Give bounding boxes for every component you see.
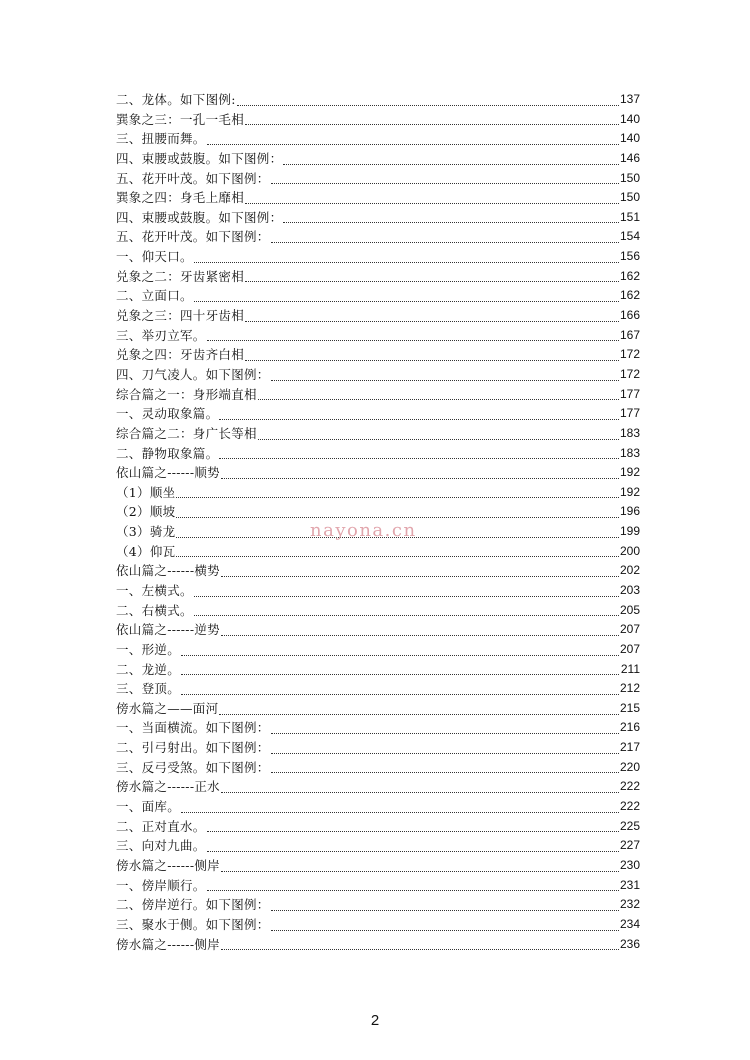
- toc-entry-page: 227: [619, 838, 640, 853]
- toc-entry[interactable]: [116, 149, 640, 169]
- toc-leader-dots: [258, 387, 619, 400]
- toc-leader-dots: [271, 171, 619, 184]
- toc-leader-dots: [181, 662, 619, 675]
- toc-entry-title: （2）顺坡: [116, 504, 176, 520]
- toc-entry-title: 三、扭腰而舞。: [116, 131, 206, 147]
- toc-entry-title: 巽象之四：身毛上靡相: [116, 190, 245, 206]
- toc-entry-title: 综合篇之二：身广长等相: [116, 425, 257, 441]
- toc-leader-dots: [194, 289, 619, 302]
- toc-leader-dots: [181, 643, 619, 656]
- toc-entry[interactable]: [116, 227, 640, 247]
- toc-entry-page: 151: [619, 209, 640, 224]
- toc-entry[interactable]: [116, 601, 640, 621]
- toc-entry[interactable]: [116, 758, 640, 778]
- toc-entry-page: 211: [620, 661, 640, 676]
- toc-entry-page: 162: [619, 268, 640, 283]
- toc-entry-page: 215: [619, 700, 640, 715]
- toc-entry-page: 236: [619, 936, 640, 951]
- toc-entry-title: 傍水篇之------侧岸: [116, 857, 220, 873]
- toc-leader-dots: [207, 132, 619, 145]
- toc-entry[interactable]: [116, 404, 640, 424]
- toc-entry-page: 216: [619, 720, 640, 735]
- toc-entry-title: 依山篇之------顺势: [116, 465, 220, 481]
- toc-entry-page: 217: [619, 740, 640, 755]
- toc-entry-page: 232: [619, 897, 640, 912]
- toc-entry-title: 综合篇之一：身形端直相: [116, 386, 257, 402]
- toc-leader-dots: [271, 721, 619, 734]
- toc-entry-page: 192: [619, 484, 640, 499]
- toc-leader-dots: [207, 878, 619, 891]
- toc-entry[interactable]: [116, 836, 640, 856]
- toc-leader-dots: [258, 427, 619, 440]
- toc-entry[interactable]: [116, 679, 640, 699]
- toc-entry-page: 199: [619, 524, 640, 539]
- toc-entry-page: 205: [619, 602, 640, 617]
- toc-entry-page: 150: [619, 190, 640, 205]
- watermark: nayona.cn: [310, 520, 417, 541]
- toc-entry-title: （1）顺坐: [116, 484, 176, 500]
- toc-entry[interactable]: [116, 699, 640, 719]
- toc-entry-title: 一、傍岸顺行。: [116, 877, 206, 893]
- toc-leader-dots: [221, 564, 619, 577]
- toc-entry[interactable]: [116, 306, 640, 326]
- toc-entry[interactable]: [116, 542, 640, 562]
- toc-entry-title: 傍水篇之------侧岸: [116, 936, 220, 952]
- toc-entry[interactable]: [116, 581, 640, 601]
- toc-entry[interactable]: [116, 345, 640, 365]
- toc-entry[interactable]: [116, 129, 640, 149]
- toc-leader-dots: [221, 937, 619, 950]
- toc-entry-title: 傍水篇之------正水: [116, 779, 220, 795]
- toc-entry[interactable]: [116, 797, 640, 817]
- toc-leader-dots: [181, 682, 619, 695]
- toc-entry-page: 196: [619, 504, 640, 519]
- toc-entry-title: （3）骑龙: [116, 524, 176, 540]
- toc-entry[interactable]: [116, 856, 640, 876]
- toc-entry[interactable]: [116, 208, 640, 228]
- toc-leader-dots: [271, 741, 619, 754]
- toc-entry[interactable]: [116, 90, 640, 110]
- toc-entry-page: 230: [619, 857, 640, 872]
- toc-entry[interactable]: [116, 267, 640, 287]
- toc-entry-page: 177: [619, 406, 640, 421]
- page-number: 2: [370, 1012, 380, 1029]
- toc-entry-title: 四、刀气凌人。如下图例：: [116, 366, 270, 382]
- toc-entry[interactable]: [116, 169, 640, 189]
- toc-leader-dots: [237, 93, 619, 106]
- toc-entry-title: 五、花开叶茂。如下图例：: [116, 229, 270, 245]
- toc-leader-dots: [271, 230, 619, 243]
- toc-entry[interactable]: [116, 935, 640, 955]
- toc-entry-page: 222: [619, 799, 640, 814]
- toc-entry-title: 依山篇之------横势: [116, 563, 220, 579]
- toc-entry-page: 137: [619, 91, 640, 106]
- toc-entry-title: 依山篇之------逆势: [116, 622, 220, 638]
- toc-leader-dots: [221, 623, 619, 636]
- toc-entry-page: 140: [619, 111, 640, 126]
- toc-leader-dots: [207, 839, 619, 852]
- toc-leader-dots: [283, 152, 619, 165]
- toc-entry[interactable]: [116, 561, 640, 581]
- toc-leader-dots: [176, 485, 619, 498]
- toc-entry-page: 231: [619, 877, 640, 892]
- toc-entry-page: 220: [619, 759, 640, 774]
- toc-entry[interactable]: [116, 895, 640, 915]
- toc-entry-title: 二、引弓射出。如下图例：: [116, 740, 270, 756]
- toc-entry-title: 一、当面横流。如下图例：: [116, 720, 270, 736]
- toc-leader-dots: [283, 210, 619, 223]
- toc-entry[interactable]: [116, 738, 640, 758]
- toc-entry-title: 二、傍岸逆行。如下图例：: [116, 897, 270, 913]
- toc-entry-title: 三、登顶。: [116, 681, 181, 697]
- toc-entry[interactable]: [116, 247, 640, 267]
- toc-entry-page: 167: [619, 327, 640, 342]
- toc-leader-dots: [194, 584, 619, 597]
- toc-entry-title: 二、正对直水。: [116, 818, 206, 834]
- toc-entry[interactable]: [116, 110, 640, 130]
- toc-entry-title: 三、举刃立军。: [116, 327, 206, 343]
- toc-entry-page: 234: [619, 916, 640, 931]
- toc-leader-dots: [245, 348, 619, 361]
- toc-entry[interactable]: [116, 620, 640, 640]
- toc-leader-dots: [207, 819, 619, 832]
- toc-entry[interactable]: [116, 365, 640, 385]
- toc-entry-title: 三、聚水于侧。如下图例：: [116, 916, 270, 932]
- toc-entry-page: 154: [619, 229, 640, 244]
- toc-entry[interactable]: [116, 188, 640, 208]
- toc-entry-title: （4）仰瓦: [116, 543, 176, 559]
- toc-leader-dots: [271, 760, 619, 773]
- toc-entry[interactable]: [116, 385, 640, 405]
- toc-entry-page: 146: [619, 150, 640, 165]
- toc-entry-page: 225: [619, 818, 640, 833]
- toc-entry-page: 183: [619, 445, 640, 460]
- toc-entry[interactable]: [116, 660, 640, 680]
- toc-entry-title: 一、灵动取象篇。: [116, 406, 219, 422]
- toc-entry-page: 212: [619, 681, 640, 696]
- toc-entry-title: 兑象之四：牙齿齐白相: [116, 347, 245, 363]
- toc-leader-dots: [245, 309, 619, 322]
- toc-entry-title: 四、束腰或鼓腹。如下图例：: [116, 150, 283, 166]
- toc-entry-page: 222: [619, 779, 640, 794]
- toc-entry-title: 一、面库。: [116, 799, 181, 815]
- toc-entry-page: 172: [619, 347, 640, 362]
- toc-entry-title: 一、左横式。: [116, 583, 193, 598]
- toc-entry-title: 二、龙体。如下图例:: [116, 91, 236, 107]
- toc-entry[interactable]: [116, 444, 640, 464]
- toc-entry-page: 202: [619, 563, 640, 578]
- toc-leader-dots: [245, 269, 619, 282]
- toc-entry-title: 二、龙逆。: [116, 661, 181, 677]
- toc-leader-dots: [176, 544, 619, 557]
- toc-leader-dots: [221, 859, 619, 872]
- toc-entry[interactable]: [116, 777, 640, 797]
- toc-leader-dots: [207, 328, 619, 341]
- toc-leader-dots: [219, 407, 619, 420]
- toc-leader-dots: [221, 780, 619, 793]
- toc-entry-title: 二、静物取象篇。: [116, 445, 219, 461]
- toc-entry-page: 183: [619, 425, 640, 440]
- toc-entry[interactable]: [116, 915, 640, 935]
- toc-entry-title: 巽象之三：一孔一毛相: [116, 111, 245, 127]
- toc-entry-title: 二、立面口。: [116, 288, 193, 304]
- toc-leader-dots: [245, 191, 619, 204]
- toc-entry-page: 207: [619, 622, 640, 637]
- toc-leader-dots: [221, 466, 619, 479]
- toc-entry[interactable]: [116, 286, 640, 306]
- toc-entry-title: 三、向对九曲。: [116, 838, 206, 854]
- toc-entry-page: 166: [619, 308, 640, 323]
- toc-entry[interactable]: [116, 463, 640, 483]
- toc-leader-dots: [194, 603, 619, 616]
- toc-leader-dots: [245, 112, 619, 125]
- toc-entry-page: 150: [619, 170, 640, 185]
- toc-entry-page: 207: [619, 641, 640, 656]
- toc-leader-dots: [219, 702, 619, 715]
- toc-entry[interactable]: [116, 424, 640, 444]
- toc-entry-page: 140: [619, 131, 640, 146]
- toc-entry-title: 傍水篇之——面河: [116, 700, 219, 716]
- toc-leader-dots: [271, 918, 619, 931]
- toc-entry[interactable]: [116, 326, 640, 346]
- toc-leader-dots: [271, 898, 619, 911]
- toc-entry-title: 兑象之二：牙齿紧密相: [116, 268, 245, 284]
- toc-entry-title: 一、形逆。: [116, 641, 181, 657]
- toc-entry[interactable]: [116, 640, 640, 660]
- toc-entry-title: 五、花开叶茂。如下图例：: [116, 170, 270, 186]
- toc-entry-page: 156: [619, 249, 640, 264]
- toc-entry[interactable]: [116, 876, 640, 896]
- toc-entry-page: 172: [619, 366, 640, 381]
- toc-leader-dots: [194, 250, 619, 263]
- toc-leader-dots: [219, 446, 619, 459]
- toc-leader-dots: [176, 505, 619, 518]
- toc-entry-page: 200: [619, 543, 640, 558]
- toc-entry-title: 二、右横式。: [116, 602, 193, 618]
- toc-entry[interactable]: [116, 719, 640, 739]
- toc-entry[interactable]: [116, 483, 640, 503]
- toc-entry-title: 三、反弓受煞。如下图例：: [116, 759, 270, 775]
- toc-entry[interactable]: [116, 817, 640, 837]
- toc-entry-page: 162: [619, 288, 640, 303]
- toc-leader-dots: [271, 368, 619, 381]
- toc-entry-title: 兑象之三：四十牙齿相: [116, 308, 245, 324]
- toc-entry-page: 192: [619, 465, 640, 480]
- toc-leader-dots: [181, 800, 619, 813]
- toc-entry-title: 一、仰天口。: [116, 249, 193, 265]
- toc-entry-title: 四、束腰或鼓腹。如下图例：: [116, 209, 283, 225]
- toc-entry-page: 203: [619, 583, 640, 597]
- toc-entry-page: 177: [619, 386, 640, 401]
